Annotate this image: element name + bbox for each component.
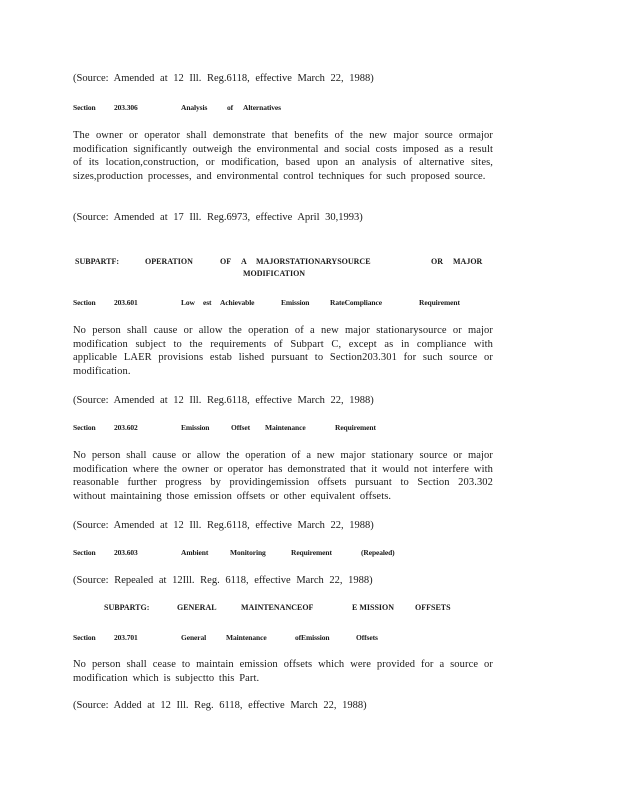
section-title-word: Requirement xyxy=(335,423,376,432)
paragraph-203-701: No person shall cease to maintain emission offsets which were provided for a source or modification which is subjectto this Part. xyxy=(73,659,493,684)
section-number: 203.306 xyxy=(114,103,138,112)
section-title-word: (Repealed) xyxy=(361,548,395,557)
section-title-word: Emission xyxy=(181,423,210,432)
subpart-title-word: OF xyxy=(220,257,232,266)
subpart-title-word: A xyxy=(241,257,247,266)
subpart-title-word: MAJOR xyxy=(453,257,483,266)
source-note: (Source: Amended at 17 Ill. Reg.6973, effective April 30,1993) xyxy=(73,212,363,223)
source-note: (Source: Amended at 12 Ill. Reg.6118, effective March 22, 1988) xyxy=(73,395,374,406)
subpart-title-word: MODIFICATION xyxy=(243,269,306,278)
source-note: (Source: Amended at 12 Ill. Reg.6118, effective March 22, 1988) xyxy=(73,73,374,84)
section-title-word: Ambient xyxy=(181,548,209,557)
section-title-word: Emission xyxy=(281,298,310,307)
section-title-word: RateCompliance xyxy=(330,298,382,307)
paragraph-203-601: No person shall cause or allow the operation of a new major stationarysource or major modification subject to the requirements of Subpart C, except as in compliance with applicable LAER provisions estab lished pursuant to Section203.301 for such source or modification. xyxy=(73,325,493,377)
section-label: Section xyxy=(73,548,96,557)
section-title-word: Requirement xyxy=(419,298,460,307)
section-number: 203.601 xyxy=(114,298,138,307)
subpart-label: SUBPARTG: xyxy=(104,603,150,612)
section-number: 203.602 xyxy=(114,423,138,432)
paragraph-203-602: No person shall cause or allow the operation of a new major stationary source or major modification where the owner or operator has demonstrated that it would not interfere with reasonable further progress by providingemission offsets pursuant to Section 203.302 without maintaining those emission offsets or other equivalent offsets. xyxy=(73,450,493,502)
section-title-word: Offsets xyxy=(356,633,378,642)
section-label: Section xyxy=(73,423,96,432)
section-title-word: Monitoring xyxy=(230,548,266,557)
subpart-title-word: OPERATION xyxy=(145,257,193,266)
section-title-word: Low xyxy=(181,298,195,307)
section-number: 203.701 xyxy=(114,633,138,642)
subpart-f-heading xyxy=(75,257,495,281)
subpart-title-word: MAINTENANCEOF xyxy=(241,603,314,612)
section-title-word: Achievable xyxy=(220,298,255,307)
subpart-title-word: E MISSION xyxy=(352,603,395,612)
subpart-title-word: GENERAL xyxy=(177,603,217,612)
section-title-word: Analysis xyxy=(181,103,208,112)
section-title-word: Maintenance xyxy=(265,423,306,432)
section-title-word: ofEmission xyxy=(295,633,330,642)
section-title-word: Maintenance xyxy=(226,633,267,642)
section-label: Section xyxy=(73,298,96,307)
section-title-word: est xyxy=(203,298,212,307)
section-title-word: of xyxy=(227,103,234,112)
section-title-word: Offset xyxy=(231,423,250,432)
subpart-title-word: MAJORSTATIONARYSOURCE xyxy=(256,257,371,266)
subpart-title-word: OR xyxy=(431,257,443,266)
subpart-label: SUBPARTF: xyxy=(75,257,120,266)
section-title-word: General xyxy=(181,633,207,642)
section-label: Section xyxy=(73,633,96,642)
subpart-title-word: OFFSETS xyxy=(415,603,451,612)
paragraph-203-306: The owner or operator shall demonstrate that benefits of the new major source ormajor modification significantly outweigh the environmental and social costs imposed as a result of its location,construction, or modification, based upon an analysis of alternative sites, sizes,production processes, and environmental control techniques for such proposed source. xyxy=(73,130,493,182)
subpart-g-heading xyxy=(104,603,464,615)
section-label: Section xyxy=(73,103,96,112)
source-note: (Source: Amended at 12 Ill. Reg.6118, effective March 22, 1988) xyxy=(73,520,374,531)
section-title-word: Requirement xyxy=(291,548,332,557)
source-note: (Source: Added at 12 Ill. Reg. 6118, effective March 22, 1988) xyxy=(73,700,367,711)
section-number: 203.603 xyxy=(114,548,138,557)
section-title-word: Alternatives xyxy=(243,103,281,112)
source-note: (Source: Repealed at 12Ill. Reg. 6118, effective March 22, 1988) xyxy=(73,575,373,586)
